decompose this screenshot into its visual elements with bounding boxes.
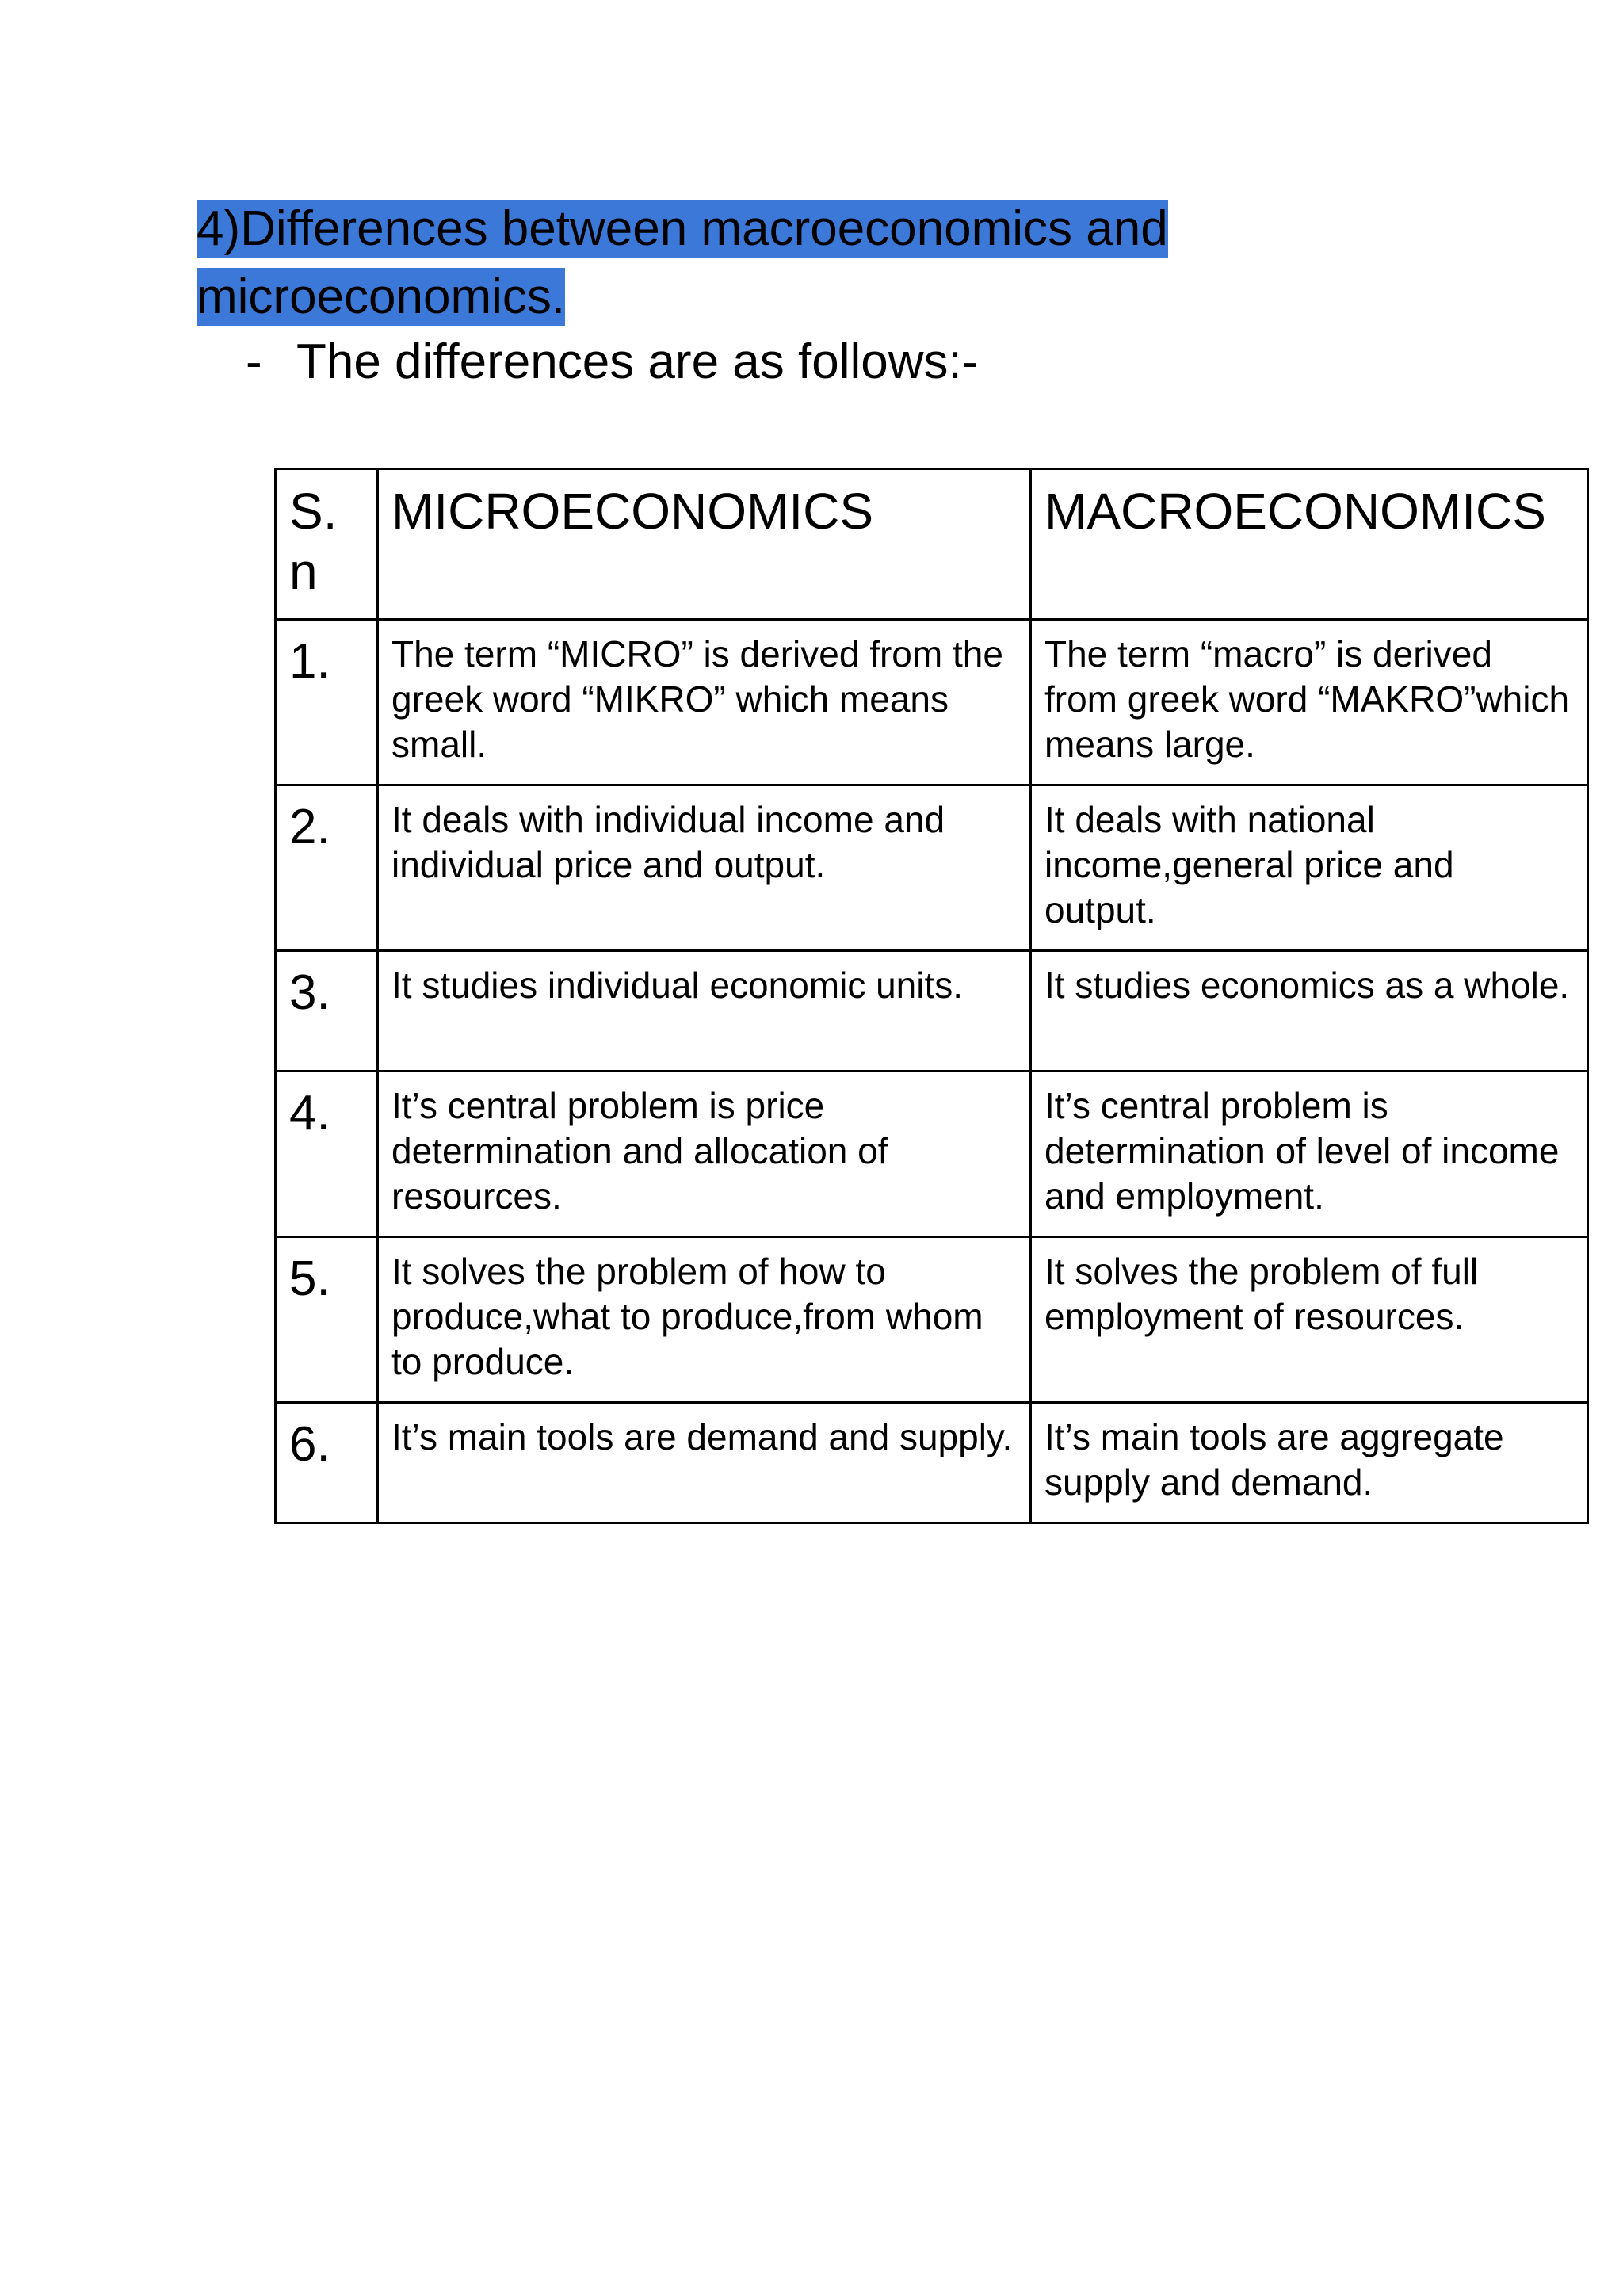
- bullet-marker: -: [246, 334, 262, 389]
- serial-number-cell: 6.: [276, 1403, 378, 1523]
- micro-cell: It deals with individual income and individual price and output.: [378, 785, 1031, 951]
- table-row: [276, 620, 1588, 785]
- macro-cell: It studies economics as a whole.: [1031, 951, 1588, 1072]
- heading-line-1: 4)Differences between macroeconomics and: [197, 201, 1168, 256]
- serial-number-cell: 2.: [276, 785, 378, 951]
- micro-cell: The term “MICRO” is derived from the greek word “MIKRO” which means small.: [378, 620, 1031, 785]
- section-heading: [197, 195, 1227, 331]
- micro-cell: It studies individual economic units.: [378, 951, 1031, 1072]
- macro-cell: It deals with national income,general price and output.: [1031, 785, 1588, 951]
- table-header-row: [276, 469, 1588, 620]
- table-row: [276, 1403, 1588, 1523]
- micro-cell: It solves the problem of how to produce,what to produce,from whom to produce.: [378, 1237, 1031, 1403]
- serial-number-cell: 5.: [276, 1237, 378, 1403]
- header-serial-number: S. n: [276, 469, 378, 620]
- table-row: [276, 785, 1588, 951]
- micro-cell: It’s central problem is price determination and allocation of resources.: [378, 1072, 1031, 1237]
- header-macroeconomics: MACROECONOMICS: [1031, 469, 1588, 620]
- intro-bullet: [246, 328, 978, 396]
- macro-cell: It’s main tools are aggregate supply and demand.: [1031, 1403, 1588, 1523]
- comparison-table: [274, 468, 1589, 1524]
- serial-number-cell: 1.: [276, 620, 378, 785]
- bullet-text: The differences are as follows:-: [296, 334, 979, 389]
- table-row: [276, 951, 1588, 1072]
- macro-cell: The term “macro” is derived from greek word “MAKRO”which means large.: [1031, 620, 1588, 785]
- table-row: [276, 1072, 1588, 1237]
- macro-cell: It’s central problem is determination of level of income and employment.: [1031, 1072, 1588, 1237]
- serial-number-cell: 4.: [276, 1072, 378, 1237]
- micro-cell: It’s main tools are demand and supply.: [378, 1403, 1031, 1523]
- heading-line-2: microeconomics.: [197, 269, 566, 324]
- macro-cell: It solves the problem of full employment of resources.: [1031, 1237, 1588, 1403]
- header-microeconomics: MICROECONOMICS: [378, 469, 1031, 620]
- table-row: [276, 1237, 1588, 1403]
- serial-number-cell: 3.: [276, 951, 378, 1072]
